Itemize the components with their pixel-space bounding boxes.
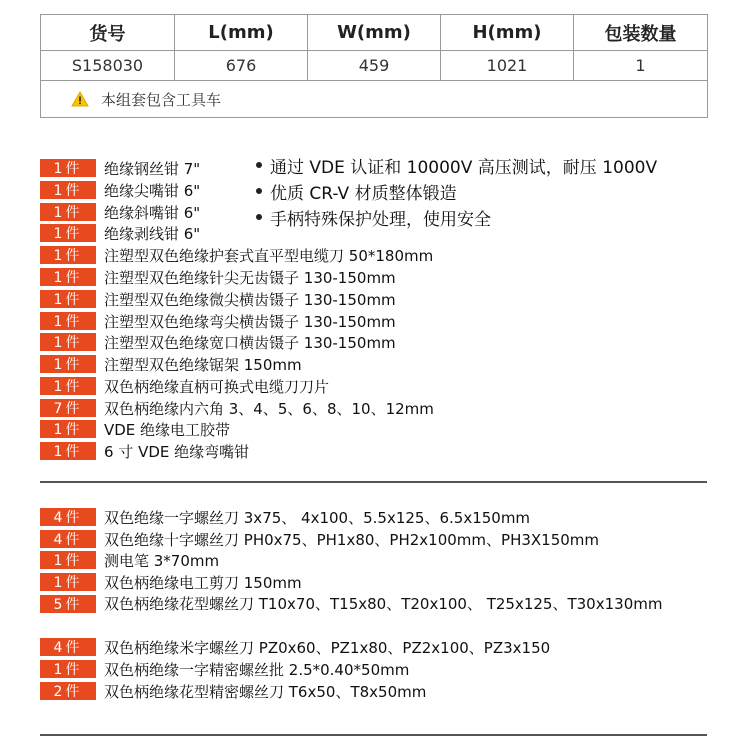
- qty-badge: 1件: [40, 573, 96, 591]
- list-item: [40, 376, 329, 396]
- item-text: VDE 绝缘电工胶带: [104, 420, 231, 439]
- header-length: L(mm): [175, 15, 308, 51]
- qty-badge: 1件: [40, 224, 96, 242]
- qty-badge: 1件: [40, 203, 96, 221]
- item-text: 双色柄绝缘内六角 3、4、5、6、8、10、12mm: [104, 399, 434, 418]
- qty-badge: 1件: [40, 181, 96, 199]
- list-item: [40, 223, 200, 243]
- item-text: 6 寸 VDE 绝缘弯嘴钳: [104, 442, 250, 461]
- list-item: [40, 267, 396, 287]
- item-text: 双色柄绝缘一字精密螺丝批 2.5*0.40*50mm: [104, 660, 410, 679]
- note-cell: [41, 81, 708, 118]
- section-divider: [40, 481, 707, 483]
- qty-badge: 4件: [40, 530, 96, 548]
- header-package-qty: 包装数量: [574, 15, 708, 51]
- item-text: 注塑型双色绝缘针尖无齿镊子 130-150mm: [104, 268, 396, 287]
- value-item-no: S158030: [41, 51, 175, 81]
- qty-badge: 1件: [40, 420, 96, 438]
- list-item: [40, 594, 694, 634]
- qty-badge: 1件: [40, 377, 96, 395]
- list-item: [40, 419, 230, 439]
- qty-badge: 4件: [40, 638, 96, 656]
- qty-badge: 5件: [40, 595, 96, 613]
- qty-badge: 1件: [40, 333, 96, 351]
- list-item: [40, 158, 200, 178]
- list-item: [40, 245, 433, 265]
- list-item: [40, 572, 302, 592]
- item-text: 双色柄绝缘花型螺丝刀 T10x70、T15x80、T20x100、 T25x125、T30x130mm: [104, 595, 663, 613]
- header-item-no: 货号: [41, 15, 175, 51]
- list-item: [40, 681, 426, 701]
- list-item: [40, 332, 396, 352]
- list-item: [40, 529, 599, 549]
- item-text: 注塑型双色绝缘微尖横齿镊子 130-150mm: [104, 290, 396, 309]
- list-item: [40, 441, 249, 461]
- qty-badge: 1件: [40, 551, 96, 569]
- feature-text: 手柄特殊保护处理，使用安全: [270, 209, 491, 230]
- spec-note-row: [41, 81, 708, 118]
- feature-text: 优质 CR-V 材质整体锻造: [270, 183, 457, 204]
- feature-list: [256, 152, 657, 230]
- warning-icon: [71, 91, 89, 107]
- item-text: 绝缘斜嘴钳 6": [104, 203, 201, 222]
- qty-badge: 1件: [40, 268, 96, 286]
- spec-table: [40, 14, 708, 118]
- item-text: 注塑型双色绝缘护套式直平型电缆刀 50*180mm: [104, 246, 434, 265]
- list-item: [40, 637, 550, 657]
- note-text: 本组套包含工具车: [101, 90, 222, 109]
- list-item: [40, 550, 219, 570]
- item-text: 双色柄绝缘花型精密螺丝刀 T6x50、T8x50mm: [104, 682, 427, 701]
- qty-badge: 1件: [40, 442, 96, 460]
- item-text: 绝缘钢丝钳 7": [104, 159, 201, 178]
- value-package-qty: 1: [574, 51, 708, 81]
- item-text: 注塑型双色绝缘锯架 150mm: [104, 355, 302, 374]
- item-text: 注塑型双色绝缘弯尖横齿镊子 130-150mm: [104, 312, 396, 331]
- item-text: 绝缘尖嘴钳 6": [104, 181, 201, 200]
- item-text: 测电笔 3*70mm: [104, 551, 220, 570]
- list-item: [40, 354, 302, 374]
- value-height: 1021: [441, 51, 574, 81]
- value-length: 676: [175, 51, 308, 81]
- list-item: [40, 180, 200, 200]
- qty-badge: 1件: [40, 290, 96, 308]
- list-item: [40, 311, 396, 331]
- item-text: 双色柄绝缘电工剪刀 150mm: [104, 573, 302, 592]
- item-text: 双色柄绝缘米字螺丝刀 PZ0x60、PZ1x80、PZ2x100、PZ3x150: [104, 638, 551, 657]
- qty-badge: 4件: [40, 508, 96, 526]
- bullet-icon: [256, 188, 262, 194]
- value-width: 459: [308, 51, 441, 81]
- feature-item: [256, 178, 657, 204]
- feature-item: [256, 204, 657, 230]
- item-text: 双色绝缘一字螺丝刀 3x75、 4x100、5.5x125、6.5x150mm: [104, 508, 531, 527]
- list-item: [40, 507, 530, 527]
- spec-header-row: [41, 15, 708, 51]
- spec-value-row: [41, 51, 708, 81]
- item-text: 注塑型双色绝缘宽口横齿镊子 130-150mm: [104, 333, 396, 352]
- qty-badge: 7件: [40, 399, 96, 417]
- qty-badge: 1件: [40, 660, 96, 678]
- qty-badge: 2件: [40, 682, 96, 700]
- header-height: H(mm): [441, 15, 574, 51]
- feature-item: [256, 152, 657, 178]
- qty-badge: 1件: [40, 312, 96, 330]
- list-item: [40, 289, 396, 309]
- feature-text: 通过 VDE 认证和 10000V 高压测试，耐压 1000V: [270, 157, 658, 178]
- bottom-divider: [40, 734, 707, 736]
- bullet-icon: [256, 162, 262, 168]
- list-item: [40, 202, 200, 222]
- item-text: 双色柄绝缘直柄可换式电缆刀刀片: [104, 377, 330, 396]
- list-item: [40, 398, 434, 418]
- item-text: 绝缘剥线钳 6": [104, 224, 201, 243]
- item-text: 双色绝缘十字螺丝刀 PH0x75、PH1x80、PH2x100mm、PH3X150mm: [104, 530, 600, 549]
- qty-badge: 1件: [40, 159, 96, 177]
- qty-badge: 1件: [40, 246, 96, 264]
- header-width: W(mm): [308, 15, 441, 51]
- bullet-icon: [256, 214, 262, 220]
- list-item: [40, 659, 409, 679]
- qty-badge: 1件: [40, 355, 96, 373]
